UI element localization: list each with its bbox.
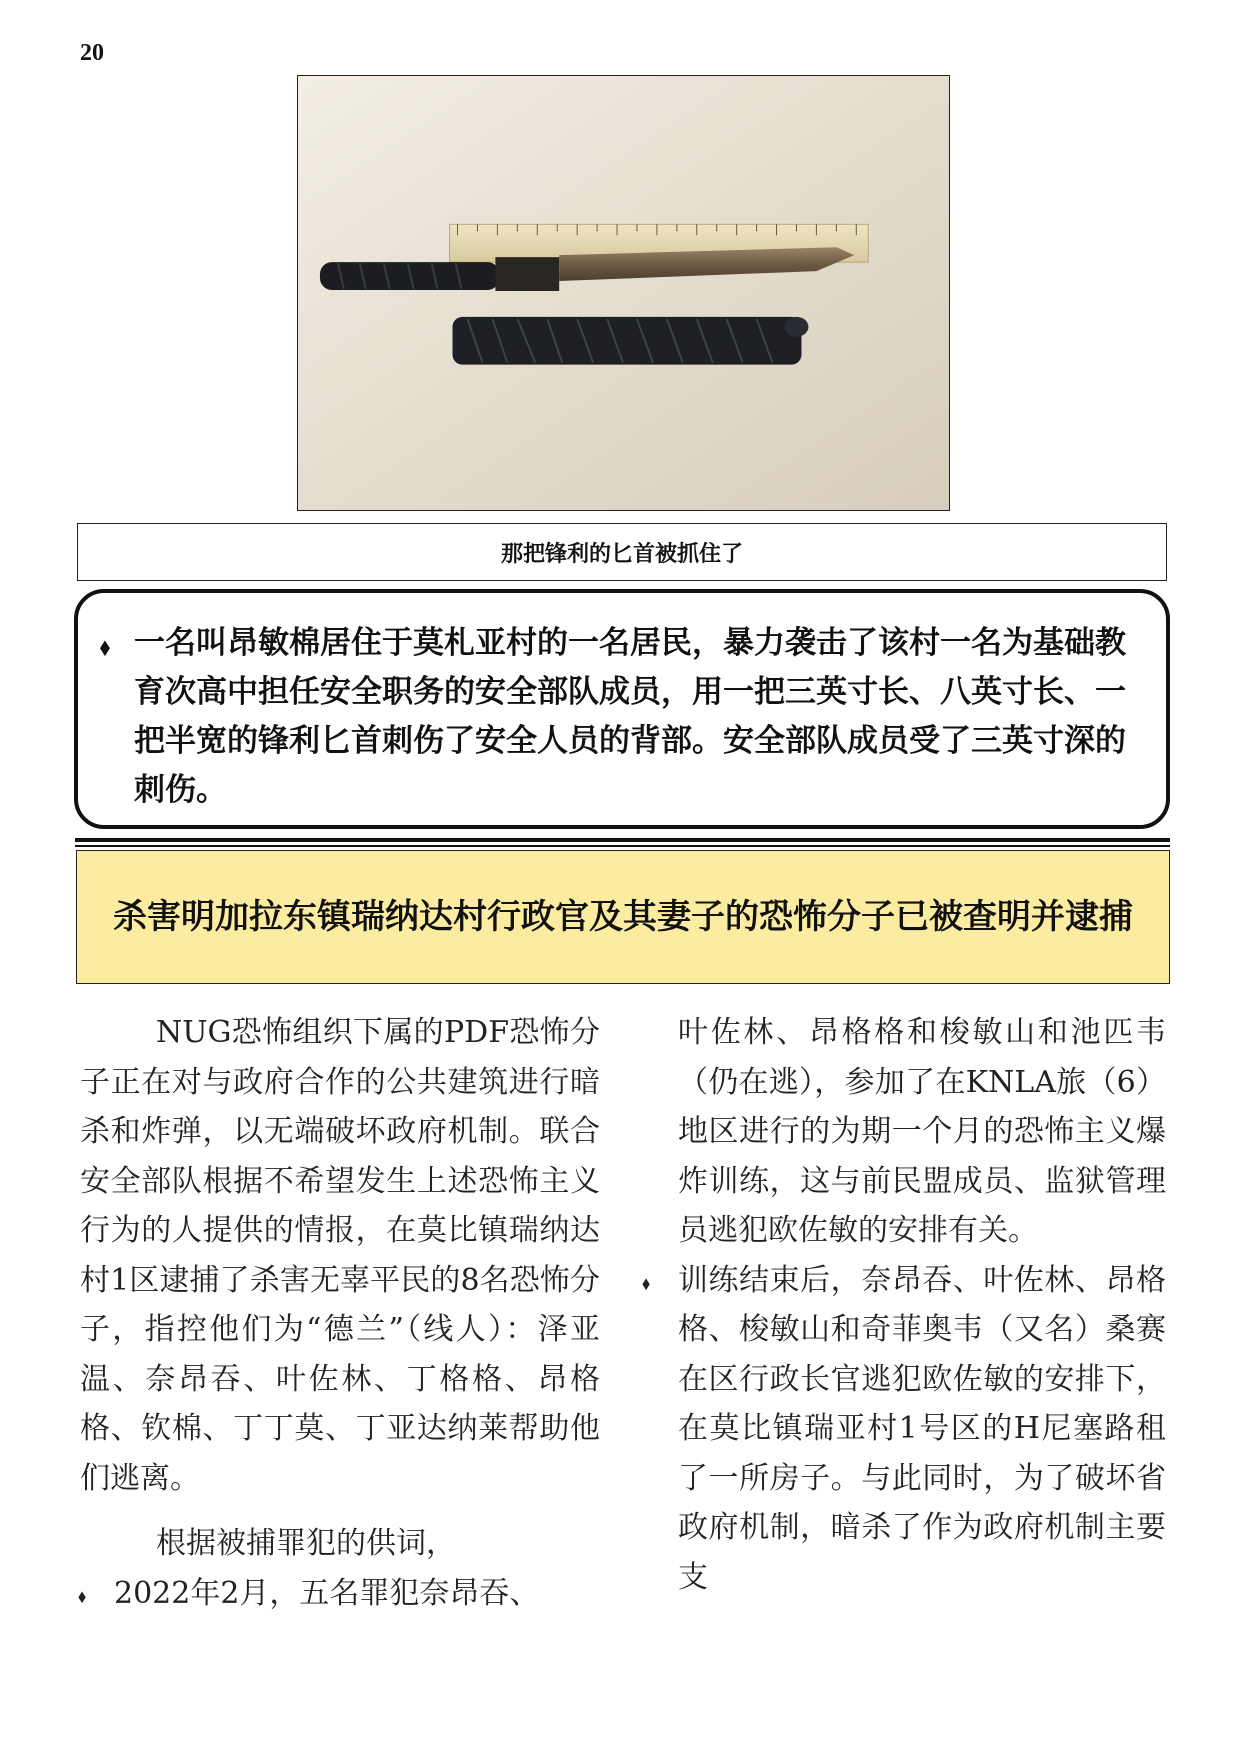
article-column-left: [80, 1008, 600, 1618]
article-paragraph: 叶佐林、昂格格和梭敏山和池匹韦（仍在逃），参加了在KNLA旅（6）地区进行的为期一个月的恐怖主义爆炸训练，这与前民盟成员、监狱管理员逃犯欧佐敏的安排有关。: [678, 1015, 1166, 1248]
article-paragraph: NUG恐怖组织下属的PDF恐怖分子正在对与政府合作的公共建筑进行暗杀和炸弹，以无端破坏政府机制。联合安全部队根据不希望发生上述恐怖主义行为的人提供的情报，在莫比镇瑞纳达村1区逮捕了杀害无辜平民的8名恐怖分子，指控他们为“德兰”（线人）：泽亚温、奈昂吞、叶佐林、丁格格、昂格格、钦棉、丁丁莫、丁亚达纳莱帮助他们逃离。: [80, 1015, 600, 1496]
page-number: 20: [80, 40, 104, 66]
knife-photo-illustration: [298, 76, 949, 510]
list-item: [642, 1256, 1166, 1603]
article-headline: 杀害明加拉东镇瑞纳达村行政官及其妻子的恐怖分子已被查明并逮捕: [76, 850, 1170, 984]
divider-thick: [75, 838, 1170, 842]
article-paragraph: 根据被捕罪犯的供词，: [156, 1526, 456, 1561]
diamond-bullet-icon: ⬧: [642, 1272, 651, 1294]
photo-caption: 那把锋利的匕首被抓住了: [77, 523, 1167, 581]
list-item-text: 2022年2月，五名罪犯奈昂吞、: [114, 1575, 540, 1611]
diamond-bullet-icon: ⬧: [100, 635, 110, 660]
divider-thin: [75, 845, 1170, 847]
list-item: [78, 1569, 600, 1619]
callout-text: 一名叫昂敏棉居住于莫札亚村的一名居民，暴力袭击了该村一名为基础教育次高中担任安全职务的安全部队成员，用一把三英寸长、八英寸长、一把半宽的锋利匕首刺伤了安全人员的背部。安全部队成员受了三英寸深的刺伤。: [134, 625, 1126, 808]
list-item-text: 训练结束后，奈昂吞、叶佐林、昂格格、梭敏山和奇菲奥韦（又名）桑赛在区行政长官逃犯欧佐敏的安排下，在莫比镇瑞亚村1号区的H尼塞路租了一所房子。与此同时，为了破坏省政府机制，暗杀了作为政府机制主要支: [678, 1262, 1166, 1595]
knife-photo: [297, 75, 950, 511]
callout-box: [74, 589, 1170, 829]
article-column-right: [642, 1008, 1166, 1602]
diamond-bullet-icon: ⬧: [78, 1585, 87, 1607]
